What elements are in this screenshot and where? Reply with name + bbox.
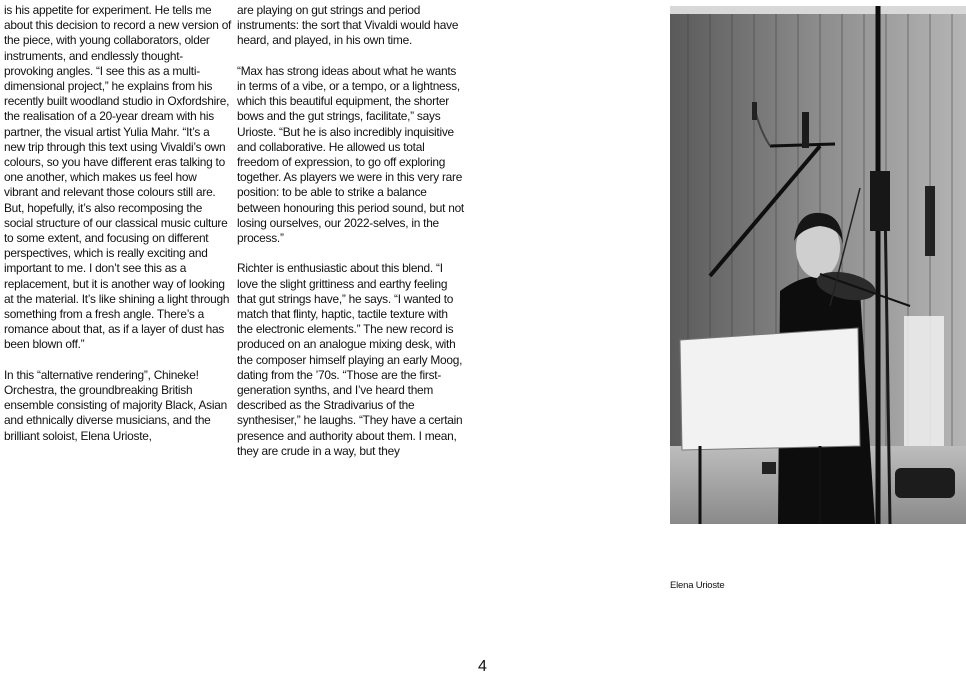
body-paragraph: are playing on gut strings and period instruments: the sort that Vivaldi would have heard, and played, in his own time. xyxy=(237,3,459,48)
article-left-column xyxy=(4,3,232,459)
body-paragraph: “Max has strong ideas about what he wants in terms of a vibe, or a tempo, or a lightness, which this beautiful equipment, the shorter bows and the gut strings, facilitate,” says Urioste. “But he is also incredibly inquisitive and collaborative. He allowed us total freedom of expression, to go off exploring together. As players we were in this very rare position: to be able to strike a balance between honouring this period sound, but not losing ourselves, our 2022-selves, in the process.” xyxy=(237,63,464,246)
body-paragraph: In this “alternative rendering”, Chineke! Orchestra, the groundbreaking British ensemble consisting of majority Black, Asian and ethnically diverse musicians, and the brilliant soloist, Elena Urioste, xyxy=(4,367,227,443)
photo-caption: Elena Urioste xyxy=(670,580,725,591)
page-number: 4 xyxy=(478,658,487,675)
body-paragraph: is his appetite for experiment. He tells me about this decision to record a new version of the piece, with young collaborators, older instruments, and endlessly thought-provoking angles. “I see this as a multi-dimensional project,” he explains from his recently built woodland studio in Oxfordshire, the realisation of a 20-year dream with his partner, the visual artist Yulia Mahr. “It’s a new trip through this text using Vivaldi’s own colours, so you have different eras talking to one another, which makes us feel how vibrant and relevant those colours still are. But, hopefully, it’s also recomposing the social structure of our classical music culture to some extent, and focusing on different perspectives, which is really exciting and important to me. I don’t see this as a replacement, but it is another way of looking at the material. It’s like shining a light through something from a fresh angle. There’s a romance about that, as if a layer of dust has been blown off.” xyxy=(4,3,232,352)
body-paragraph: Richter is enthusiastic about this blend. “I love the slight grittiness and earthy feeling that gut strings have,” he says. “I wanted to match that flinty, haptic, tactile texture with the electronic elements.” The new record is produced on an analogue mixing desk, with the composer himself playing an early Moog, dating from the ’70s. “Those are the first-generation synths, and I’ve heard them described as the Stradivarius of the synthesiser,” he laughs. “They have a certain presence and authority about them. I mean, they are crude in a way, but they xyxy=(237,261,463,458)
violinist-photo xyxy=(670,6,966,524)
article-middle-column xyxy=(237,3,465,474)
